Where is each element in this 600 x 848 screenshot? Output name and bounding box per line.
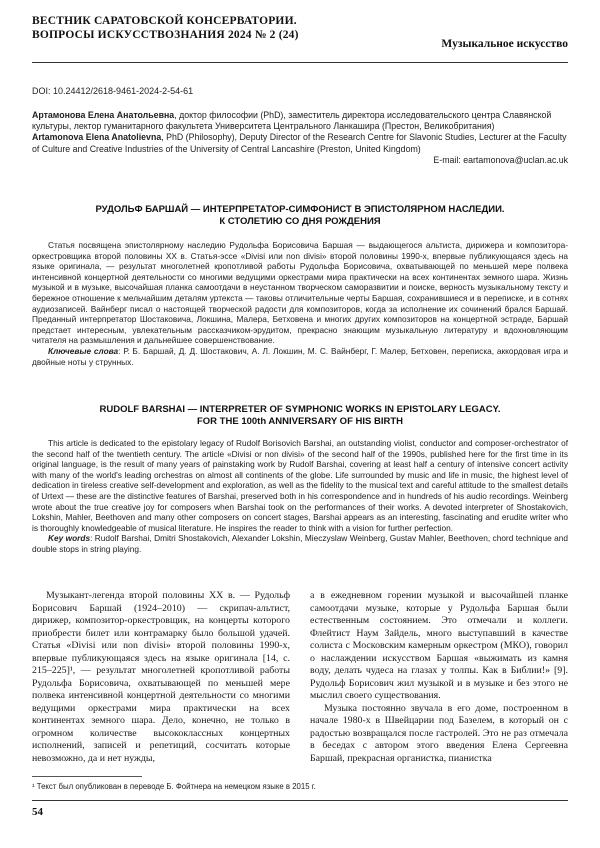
ru-title-line1: РУДОЛЬФ БАРШАЙ — ИНТЕРПРЕТАТОР-СИМФОНИСТ В ЭПИСТОЛЯРНОМ НАСЛЕДИИ. [95, 204, 505, 215]
footer-divider [32, 800, 568, 801]
journal-title-line2: ВОПРОСЫ ИСКУССТВОЗНАНИЯ 2024 № 2 (24) [32, 29, 299, 41]
ru-keywords-label: Ключевые слова [48, 345, 119, 356]
ru-title-line2: К СТОЛЕТИЮ СО ДНЯ РОЖДЕНИЯ [219, 216, 381, 227]
page-header [0, 0, 600, 62]
en-title-line2: FOR THE 100th ANNIVERSARY OF HIS BIRTH [196, 416, 404, 427]
en-abstract-text: This article is dedicated to the epistolary legacy of Rudolf Borisovich Barshai, an outstanding violist, conductor and composer-orchestrator of the second half of the twentieth century. The article «Divisi or non divisi» of the second half of the 1990s, published here for the first time in its original language, is the result of many years of painstaking work by Rudolf Barshai, covering at least half a century of intensive concert activity with many of the world's leading orchestras on almost all continents of the globe. Life surrounded by music and life in music, the highest level of dedication in tireless creative self-development and exploration, as well as the fidelity to the musical text and careful attitude to the smallest details of Urtext — these are the distinctive features of Barshai, preserved both in his correspondence and in hundreds of his audio recordings. Weinberg wrote about the true creative joy for composers when Barshai took on the performances of their works. A devoted interpreter of Shostakovich, Lokshin, Mahler, Beethoven and many other composers on concert stages, Barshai appears as an interesting, fascinating and erudite writer who is thoroughly knowledgeable of musical literature. He inspires the reader to think with a vision for further perfection. [32, 438, 568, 533]
author-en-details: , PhD (Philosophy), Deputy Director of the Research Centre for Slavonic Studies, Lecturer at the Faculty of Culture and Creative Industries of the University of Central Lancashire (Preston, United Kingdom) [32, 132, 567, 154]
body-paragraph: Музыка постоянно звучала в его доме, построенном в начале 1980-х в Швейцарии под Базелем, в который он с радостью возвращался после гастролей. Это не раз отмечала в беседах с автором этого введения Елена Сергеевна Баршай, прекрасная органистка, пианистка [310, 702, 568, 764]
en-title-line1: RUDOLF BARSHAI — INTERPRETER OF SYMPHONIC WORKS IN EPISTOLARY LEGACY. [99, 404, 501, 415]
journal-title-line1: ВЕСТНИК САРАТОВСКОЙ КОНСЕРВАТОРИИ. [32, 15, 297, 27]
body-column-left [32, 590, 290, 765]
section-name: Музыкальное искусство [441, 38, 568, 50]
en-keywords [32, 533, 568, 554]
ru-keywords [32, 346, 568, 367]
body-paragraph: Музыкант-легенда второй половины XX в. — Рудольф Борисович Баршай (1924–2010) — скрипач-альтист, дирижер, композитор-оркестровщик, на концерты которого приобрести билет или контрамарку было большой удачей. Статья «Divisi или non divisi» второй половины 1990-х, впервые публикующаяся здесь на языке оригинала [14, с. 215–225]¹, — результат многолетней кропотливой работы Рудольфа Борисовича, охватывающей по меньшей мере полвека интенсивной концертной деятельности со многими ведущими оркестрами мира практически на всех континентах земного шара. Дело, конечно, не только в огромном количестве высококлассных концертных исполнений, записей и репетиций, сосчитать которые невозможно, да и нет нужды, [32, 590, 290, 764]
author-block [32, 110, 568, 166]
en-article-title [32, 404, 568, 428]
ru-article-title [32, 204, 568, 228]
header-divider [32, 62, 568, 63]
ru-keywords-text: : Р. Б. Баршай, Д. Д. Шостакович, А. Л. Локшин, М. С. Вайнберг, Г. Малер, Бетховен, переписка, аккордовая игра и двойные ноты у струнных. [32, 345, 568, 367]
doi[interactable]: DOI: 10.24412/2618-9461-2024-2-54-61 [32, 86, 194, 96]
ru-abstract [32, 240, 568, 367]
body-paragraph: а в ежедневном горении музыкой и высочайшей планке самоотдачи музыке, которые у Рудольфа Баршая были естественным состоянием. Это отмечали и коллеги. Флейтист Наум Зайдель, много выступавший в качестве солиста с Московским камерным оркестром (МКО), говорил о наслаждении искусством Баршая «выжимать из камня воду, делать чудеса на глазах у толпы. Как в Библии!» [9]. Рудольф Борисович жил музыкой и в музыке и без этого не мыслил своего существования. [310, 590, 568, 701]
author-ru [32, 110, 568, 132]
body-column-right [310, 590, 568, 765]
author-ru-name: Артамонова Елена Анатольевна [32, 110, 175, 120]
author-ru-details: , доктор философии (PhD), заместитель директора исследовательского центра Славянской культуры, лектор гуманитарного факультета Университета Центрального Ланкашира (Престон, Великобритания) [32, 110, 552, 132]
footnote: ¹ Текст был опубликован в переводе Б. Фойтнера на немецком языке в 2015 г. [32, 782, 316, 791]
footnote-divider [32, 776, 142, 777]
author-en [32, 132, 568, 154]
en-abstract [32, 438, 568, 555]
en-keywords-label: Key words [48, 533, 91, 544]
author-email[interactable]: E-mail: eartamonova@uclan.ac.uk [433, 154, 568, 165]
page-number: 54 [32, 806, 43, 818]
journal-title [32, 14, 362, 42]
en-keywords-text: : Rudolf Barshai, Dmitri Shostakovich, Alexander Lokshin, Mieczyslaw Weinberg, Gustav Mahler, Beethoven, chord technique and double stops in string playing. [32, 533, 568, 554]
author-en-name: Artamonova Elena Anatolievna [32, 132, 162, 143]
ru-abstract-text: Статья посвящена эпистолярному наследию Рудольфа Борисовича Баршая — выдающегося альтиста, дирижера и композитора-оркестровщика второй половины XX в. Статья-эссе «Divisi или non divisi» второй половины 1990-х, впервые публикующаяся здесь на языке оригинала, — результат многолетней кропотливой работы Рудольфа Борисовича, охватывающей по меньшей мере полвека интенсивной концертной деятельности со многими ведущими оркестрами мира практически на всех континентах земного шара. Жизнь музыкой и в музыке, высочайшая планка самоотдачи в неустанном творческом саморазвитии и поиске, верность музыкальному тексту и бережное отношение к мельчайшим деталям уртекста — таковы отличительные черты Баршая, сохранившиеся и в переписке, и в сотнях аудиозаписей. Вайнберг писал о настоящей творческой радости для композиторов, когда за исполнение их сочинений брался Баршай. Преданный интерпретатор Шостаковича, Локшина, Малера, Бетховена и многих других композиторов на концертной эстраде, Баршай предстает интересным, увлекательным рассказчиком-эрудитом, прекрасно знающим музыкальную литературу и вдохновляющим читателя на размышления и дальнейшее совершенствование. [32, 240, 568, 346]
